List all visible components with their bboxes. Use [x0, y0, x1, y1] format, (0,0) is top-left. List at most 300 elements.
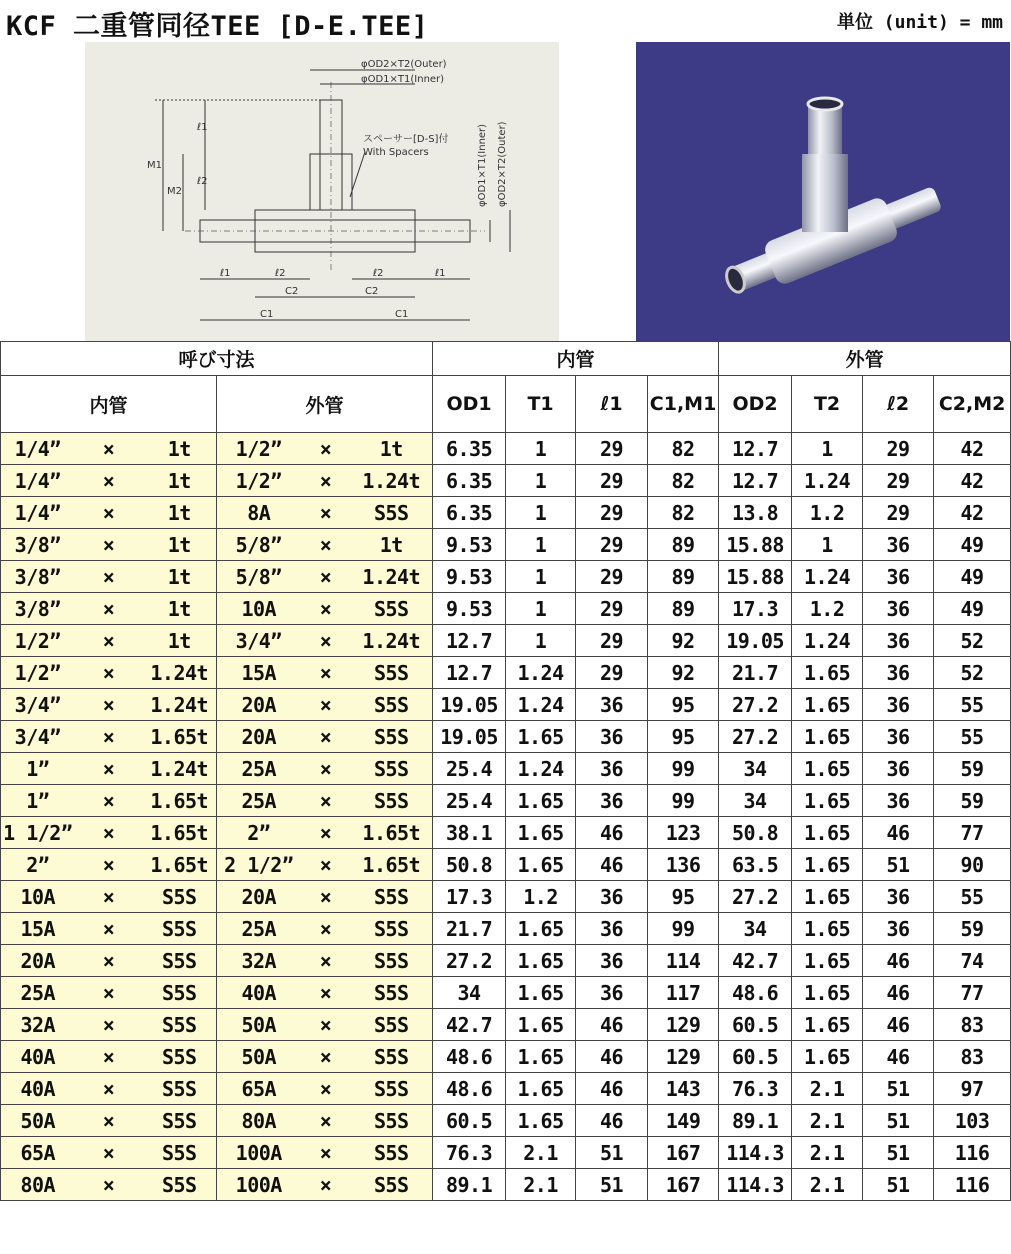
t2-cell: 1.65 — [792, 1009, 863, 1041]
c2-m2-cell: 116 — [934, 1169, 1011, 1201]
outer-pipe-thickness: S5S — [351, 1073, 433, 1105]
column-header: T1 — [506, 376, 576, 433]
od1-cell: 25.4 — [433, 785, 506, 817]
c1-m1-cell: 95 — [648, 689, 719, 721]
outer-pipe-size: 3/4” — [217, 625, 301, 657]
inner-pipe-thickness: 1.65t — [143, 849, 217, 881]
od1-cell: 17.3 — [433, 881, 506, 913]
outer-pipe-thickness: S5S — [351, 977, 433, 1009]
table-row — [1, 913, 1011, 945]
outer-pipe-size: 8A — [217, 497, 301, 529]
outer-pipe-thickness: S5S — [351, 785, 433, 817]
inner-pipe-thickness: S5S — [143, 1169, 217, 1201]
c1-m1-cell: 167 — [648, 1169, 719, 1201]
outer-pipe-size: 1/2” — [217, 465, 301, 497]
od2-cell: 76.3 — [719, 1073, 792, 1105]
t2-cell: 1.65 — [792, 881, 863, 913]
inner-pipe-size: 15A — [1, 913, 75, 945]
times-sign: × — [301, 497, 351, 529]
inner-pipe-thickness: 1t — [143, 529, 217, 561]
od2-cell: 15.88 — [719, 561, 792, 593]
c1-m1-cell: 99 — [648, 785, 719, 817]
t1-cell: 1.24 — [506, 657, 576, 689]
stainless-tee-icon — [636, 42, 1010, 341]
table-row — [1, 497, 1011, 529]
t2-cell: 1.65 — [792, 945, 863, 977]
table-row — [1, 849, 1011, 881]
outer-pipe-thickness: 1t — [351, 529, 433, 561]
table-row — [1, 1041, 1011, 1073]
inner-pipe-size: 32A — [1, 1009, 75, 1041]
od1-cell: 60.5 — [433, 1105, 506, 1137]
c1-m1-cell: 149 — [648, 1105, 719, 1137]
times-sign: × — [75, 689, 143, 721]
times-sign: × — [301, 593, 351, 625]
times-sign: × — [301, 625, 351, 657]
outer-pipe-thickness: S5S — [351, 1169, 433, 1201]
outer-pipe-thickness: 1t — [351, 433, 433, 465]
l1-left-label: ℓ1 — [220, 268, 231, 279]
times-sign: × — [75, 561, 143, 593]
times-sign: × — [75, 849, 143, 881]
c2-m2-cell: 90 — [934, 849, 1011, 881]
l1-cell: 36 — [576, 881, 648, 913]
times-sign: × — [301, 913, 351, 945]
t1-cell: 1 — [506, 561, 576, 593]
l2-cell: 36 — [863, 593, 934, 625]
od1-cell: 89.1 — [433, 1169, 506, 1201]
od1-cell: 9.53 — [433, 529, 506, 561]
table-row — [1, 721, 1011, 753]
t2-cell: 1.2 — [792, 497, 863, 529]
table-row — [1, 1073, 1011, 1105]
c2-m2-cell: 49 — [934, 593, 1011, 625]
times-sign: × — [301, 1009, 351, 1041]
outer-pipe-size: 15A — [217, 657, 301, 689]
times-sign: × — [75, 1169, 143, 1201]
inner-pipe-size: 1/2” — [1, 625, 75, 657]
vertical-inner-label: φOD1×T1(Inner) — [477, 123, 488, 207]
times-sign: × — [301, 785, 351, 817]
t1-cell: 1 — [506, 433, 576, 465]
t1-cell: 1.24 — [506, 689, 576, 721]
od1-cell: 9.53 — [433, 593, 506, 625]
outer-pipe-size: 100A — [217, 1169, 301, 1201]
od1-cell: 12.7 — [433, 625, 506, 657]
table-row — [1, 593, 1011, 625]
c2-m2-cell: 97 — [934, 1073, 1011, 1105]
od2-cell: 12.7 — [719, 465, 792, 497]
od2-cell: 27.2 — [719, 689, 792, 721]
inner-group-header: 内管 — [433, 342, 719, 376]
inner-pipe-size: 3/8” — [1, 593, 75, 625]
l2-cell: 29 — [863, 465, 934, 497]
times-sign: × — [75, 785, 143, 817]
l2-cell: 36 — [863, 913, 934, 945]
t1-cell: 1.65 — [506, 913, 576, 945]
c1-m1-cell: 95 — [648, 721, 719, 753]
t2-cell: 1.65 — [792, 785, 863, 817]
l1-cell: 29 — [576, 561, 648, 593]
od2-cell: 19.05 — [719, 625, 792, 657]
l2-cell: 51 — [863, 1073, 934, 1105]
times-sign: × — [75, 817, 143, 849]
inner-pipe-size: 1/2” — [1, 657, 75, 689]
l1-right-label: ℓ1 — [435, 268, 446, 279]
od1-cell: 19.05 — [433, 689, 506, 721]
t2-cell: 2.1 — [792, 1105, 863, 1137]
inner-pipe-thickness: S5S — [143, 881, 217, 913]
od2-cell: 13.8 — [719, 497, 792, 529]
outer-pipe-size: 2” — [217, 817, 301, 849]
l2-cell: 36 — [863, 529, 934, 561]
photo-outer-branch — [802, 154, 848, 232]
od1-cell: 6.35 — [433, 465, 506, 497]
c1-m1-cell: 89 — [648, 561, 719, 593]
unit-label: 単位 (unit) = mm — [836, 12, 1003, 33]
l1-cell: 46 — [576, 1041, 648, 1073]
od1-cell: 12.7 — [433, 657, 506, 689]
t1-cell: 1.65 — [506, 817, 576, 849]
times-sign: × — [301, 721, 351, 753]
times-sign: × — [75, 721, 143, 753]
l2-cell: 51 — [863, 1105, 934, 1137]
l1-cell: 29 — [576, 593, 648, 625]
c2-m2-cell: 55 — [934, 881, 1011, 913]
table-row — [1, 945, 1011, 977]
od1-cell: 48.6 — [433, 1041, 506, 1073]
inner-pipe-thickness: 1t — [143, 561, 217, 593]
c2-m2-cell: 77 — [934, 817, 1011, 849]
t1-cell: 1.65 — [506, 1009, 576, 1041]
inner-pipe-size: 65A — [1, 1137, 75, 1169]
inner-pipe-thickness: 1t — [143, 497, 217, 529]
l1-cell: 36 — [576, 721, 648, 753]
times-sign: × — [75, 1009, 143, 1041]
inner-pipe-size: 3/8” — [1, 561, 75, 593]
inner-pipe-size: 1/4” — [1, 497, 75, 529]
c2-m2-cell: 77 — [934, 977, 1011, 1009]
c1-m1-cell: 117 — [648, 977, 719, 1009]
l2-cell: 46 — [863, 977, 934, 1009]
inner-pipe-thickness: 1.24t — [143, 689, 217, 721]
inner-pipe-size: 1/4” — [1, 465, 75, 497]
t1-cell: 1.65 — [506, 785, 576, 817]
inner-pipe-thickness: S5S — [143, 1105, 217, 1137]
outer-pipe-size: 5/8” — [217, 529, 301, 561]
table-row — [1, 817, 1011, 849]
t2-cell: 2.1 — [792, 1137, 863, 1169]
inner-pipe-size: 80A — [1, 1169, 75, 1201]
tee-drawing-svg — [85, 42, 559, 341]
outer-pipe-size: 2 1/2” — [217, 849, 301, 881]
l2-cell: 36 — [863, 721, 934, 753]
outer-pipe-thickness: S5S — [351, 593, 433, 625]
t1-cell: 1.65 — [506, 1041, 576, 1073]
inner-pipe-thickness: S5S — [143, 945, 217, 977]
l1-cell: 46 — [576, 817, 648, 849]
outer-pipe-size: 40A — [217, 977, 301, 1009]
t2-cell: 1.65 — [792, 849, 863, 881]
od2-cell: 27.2 — [719, 881, 792, 913]
table-row — [1, 1137, 1011, 1169]
c1-m1-cell: 136 — [648, 849, 719, 881]
table-row — [1, 977, 1011, 1009]
od1-cell: 9.53 — [433, 561, 506, 593]
inner-pipe-thickness: 1.24t — [143, 753, 217, 785]
outer-pipe-size: 80A — [217, 1105, 301, 1137]
column-header: C2,M2 — [934, 376, 1011, 433]
l1-vertical-label: ℓ1 — [197, 122, 208, 133]
column-header: ℓ2 — [863, 376, 934, 433]
times-sign: × — [301, 433, 351, 465]
inner-pipe-thickness: 1t — [143, 465, 217, 497]
c1-m1-cell: 89 — [648, 529, 719, 561]
c2-m2-cell: 42 — [934, 497, 1011, 529]
outer-pipe-size: 100A — [217, 1137, 301, 1169]
od2-cell: 50.8 — [719, 817, 792, 849]
c1-m1-cell: 95 — [648, 881, 719, 913]
outer-pipe-thickness: S5S — [351, 721, 433, 753]
t2-cell: 2.1 — [792, 1073, 863, 1105]
inner-pipe-size: 10A — [1, 881, 75, 913]
l2-cell: 36 — [863, 753, 934, 785]
c1-m1-cell: 167 — [648, 1137, 719, 1169]
od2-cell: 15.88 — [719, 529, 792, 561]
l1-cell: 36 — [576, 945, 648, 977]
t1-cell: 1 — [506, 465, 576, 497]
outer-pipe-thickness: S5S — [351, 689, 433, 721]
inner-pipe-size: 40A — [1, 1073, 75, 1105]
outer-pipe-thickness: 1.24t — [351, 625, 433, 657]
l2-cell: 36 — [863, 625, 934, 657]
t2-cell: 1.65 — [792, 689, 863, 721]
outer-pipe-thickness: S5S — [351, 945, 433, 977]
outer-pipe-size: 25A — [217, 753, 301, 785]
times-sign: × — [301, 817, 351, 849]
table-row — [1, 625, 1011, 657]
t1-cell: 1.2 — [506, 881, 576, 913]
outer-pipe-size: 20A — [217, 689, 301, 721]
l1-cell: 36 — [576, 977, 648, 1009]
outer-pipe-size: 5/8” — [217, 561, 301, 593]
spacer-label-en: With Spacers — [363, 147, 429, 158]
outer-pipe-thickness: S5S — [351, 913, 433, 945]
spacer-label: スペーサー[D-S]付 — [363, 134, 449, 145]
od2-cell: 60.5 — [719, 1041, 792, 1073]
inner-pipe-thickness: 1.24t — [143, 657, 217, 689]
c1-m1-cell: 82 — [648, 497, 719, 529]
l2-cell: 29 — [863, 433, 934, 465]
t1-cell: 1 — [506, 593, 576, 625]
c1-m1-cell: 82 — [648, 465, 719, 497]
inner-pipe-thickness: S5S — [143, 913, 217, 945]
times-sign: × — [75, 657, 143, 689]
t2-cell: 1.24 — [792, 561, 863, 593]
times-sign: × — [75, 433, 143, 465]
t1-cell: 1.65 — [506, 1105, 576, 1137]
outer-pipe-size: 50A — [217, 1041, 301, 1073]
outer-pipe-size: 65A — [217, 1073, 301, 1105]
inner-pipe-thickness: S5S — [143, 977, 217, 1009]
l1-cell: 51 — [576, 1137, 648, 1169]
l1-cell: 29 — [576, 433, 648, 465]
t2-cell: 1 — [792, 529, 863, 561]
outer-pipe-thickness: 1.65t — [351, 849, 433, 881]
od1-cell: 21.7 — [433, 913, 506, 945]
inner-pipe-size: 1/4” — [1, 433, 75, 465]
inner-branch-pipe — [320, 100, 342, 210]
od2-cell: 114.3 — [719, 1169, 792, 1201]
inner-pipe-size: 1” — [1, 785, 75, 817]
times-sign: × — [301, 561, 351, 593]
c1-m1-cell: 114 — [648, 945, 719, 977]
outer-od-label: φOD2×T2(Outer) — [361, 59, 447, 70]
l2-cell: 51 — [863, 1137, 934, 1169]
od1-cell: 19.05 — [433, 721, 506, 753]
times-sign: × — [75, 881, 143, 913]
outer-pipe-header: 外管 — [217, 376, 433, 433]
times-sign: × — [75, 529, 143, 561]
column-header: OD1 — [433, 376, 506, 433]
times-sign: × — [75, 625, 143, 657]
l2-cell: 29 — [863, 497, 934, 529]
inner-pipe-thickness: 1.65t — [143, 785, 217, 817]
times-sign: × — [75, 1137, 143, 1169]
outer-pipe-size: 20A — [217, 721, 301, 753]
c2-left-label: C2 — [285, 286, 299, 297]
t2-cell: 1.2 — [792, 593, 863, 625]
times-sign: × — [301, 753, 351, 785]
times-sign: × — [301, 945, 351, 977]
times-sign: × — [301, 1169, 351, 1201]
c2-m2-cell: 52 — [934, 657, 1011, 689]
times-sign: × — [301, 881, 351, 913]
t1-cell: 2.1 — [506, 1169, 576, 1201]
inner-pipe-thickness: S5S — [143, 1041, 217, 1073]
c1-m1-cell: 99 — [648, 753, 719, 785]
vertical-outer-label: φOD2×T2(Outer) — [497, 121, 508, 207]
table-row — [1, 529, 1011, 561]
l1-cell: 36 — [576, 689, 648, 721]
t2-cell: 1.65 — [792, 977, 863, 1009]
c2-m2-cell: 49 — [934, 561, 1011, 593]
t2-cell: 1.65 — [792, 1041, 863, 1073]
od2-cell: 89.1 — [719, 1105, 792, 1137]
c2-m2-cell: 74 — [934, 945, 1011, 977]
l2-cell: 51 — [863, 1169, 934, 1201]
od1-cell: 25.4 — [433, 753, 506, 785]
l2-vertical-label: ℓ2 — [197, 176, 208, 187]
c2-right-label: C2 — [365, 286, 379, 297]
times-sign: × — [301, 1137, 351, 1169]
l1-cell: 36 — [576, 913, 648, 945]
page-title: KCF 二重管同径TEE [D-E.TEE] — [6, 11, 429, 42]
times-sign: × — [75, 913, 143, 945]
times-sign: × — [301, 529, 351, 561]
od2-cell: 42.7 — [719, 945, 792, 977]
l2-cell: 36 — [863, 561, 934, 593]
l2-cell: 36 — [863, 689, 934, 721]
inner-pipe-header: 内管 — [1, 376, 217, 433]
outer-pipe-size: 10A — [217, 593, 301, 625]
od2-cell: 34 — [719, 753, 792, 785]
c2-m2-cell: 59 — [934, 753, 1011, 785]
times-sign: × — [75, 945, 143, 977]
spec-table-body — [1, 433, 1011, 1201]
times-sign: × — [301, 657, 351, 689]
outer-pipe-thickness: S5S — [351, 1105, 433, 1137]
t1-cell: 2.1 — [506, 1137, 576, 1169]
table-row — [1, 433, 1011, 465]
outer-group-header: 外管 — [719, 342, 1011, 376]
table-row — [1, 753, 1011, 785]
outer-pipe-thickness: 1.24t — [351, 561, 433, 593]
t1-cell: 1 — [506, 625, 576, 657]
table-row — [1, 785, 1011, 817]
table-row — [1, 561, 1011, 593]
c1-m1-cell: 143 — [648, 1073, 719, 1105]
outer-pipe-thickness: S5S — [351, 753, 433, 785]
times-sign: × — [301, 849, 351, 881]
times-sign: × — [301, 977, 351, 1009]
l1-cell: 29 — [576, 529, 648, 561]
outer-pipe-thickness: 1.24t — [351, 465, 433, 497]
outer-pipe-size: 25A — [217, 913, 301, 945]
od1-cell: 42.7 — [433, 1009, 506, 1041]
spec-table — [0, 341, 1011, 1201]
inner-pipe-size: 40A — [1, 1041, 75, 1073]
l1-cell: 46 — [576, 1073, 648, 1105]
outer-pipe-thickness: S5S — [351, 497, 433, 529]
table-row — [1, 1009, 1011, 1041]
times-sign: × — [75, 753, 143, 785]
outer-pipe-size: 1/2” — [217, 433, 301, 465]
inner-pipe-thickness: S5S — [143, 1009, 217, 1041]
times-sign: × — [301, 465, 351, 497]
inner-pipe-size: 2” — [1, 849, 75, 881]
l1-cell: 46 — [576, 1009, 648, 1041]
c2-m2-cell: 83 — [934, 1041, 1011, 1073]
l1-cell: 46 — [576, 1105, 648, 1137]
od2-cell: 34 — [719, 785, 792, 817]
l1-cell: 36 — [576, 753, 648, 785]
t2-cell: 1.65 — [792, 657, 863, 689]
t2-cell: 1.65 — [792, 721, 863, 753]
c1-right-label: C1 — [395, 309, 409, 320]
t1-cell: 1.65 — [506, 849, 576, 881]
inner-pipe-size: 1” — [1, 753, 75, 785]
c2-m2-cell: 59 — [934, 785, 1011, 817]
t1-cell: 1.24 — [506, 753, 576, 785]
c2-m2-cell: 59 — [934, 913, 1011, 945]
l1-cell: 36 — [576, 785, 648, 817]
t2-cell: 1.65 — [792, 913, 863, 945]
od2-cell: 27.2 — [719, 721, 792, 753]
c2-m2-cell: 55 — [934, 689, 1011, 721]
table-row — [1, 689, 1011, 721]
t2-cell: 1.65 — [792, 817, 863, 849]
c2-m2-cell: 42 — [934, 465, 1011, 497]
table-row — [1, 657, 1011, 689]
t1-cell: 1.65 — [506, 945, 576, 977]
times-sign: × — [75, 977, 143, 1009]
od1-cell: 6.35 — [433, 433, 506, 465]
od2-cell: 63.5 — [719, 849, 792, 881]
c1-m1-cell: 89 — [648, 593, 719, 625]
l2-right-label: ℓ2 — [373, 268, 384, 279]
column-header: T2 — [792, 376, 863, 433]
